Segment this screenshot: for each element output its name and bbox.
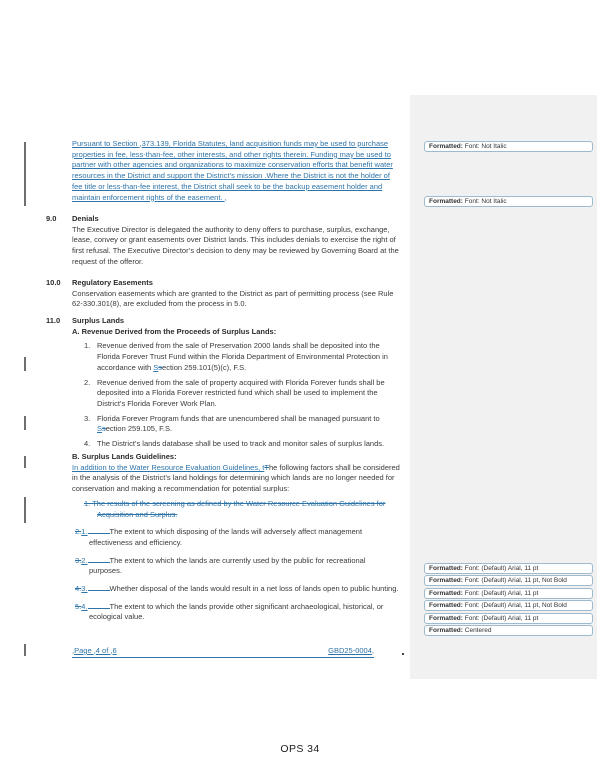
callout-text: Font: Not Italic [462, 198, 507, 205]
callout-label: Formatted: [429, 198, 463, 205]
inserted-text: GBD25-0004 [328, 646, 372, 655]
inserted-list-number: 4. [81, 601, 88, 611]
section-body [72, 289, 400, 310]
section [46, 214, 400, 268]
revision-mark: , [224, 192, 227, 202]
inserted-text: Pursuant to Section [72, 139, 140, 148]
inserted-text: 373.139, Florida Statutes, land acquisition funds may be used to purchase properties in fee, less-than-fee, other interests, and other rights therein. Funding may be used to partner with other agencies and organizations to maximize conservation efforts that benefit water resources in the District and support the District’s mission .Where the District is not the holder of fee title or less-than-fee interest, the District shall seek to be the backup easement holder and maintain enforcement rights of the easement. [72, 139, 393, 202]
underlined-tab [88, 554, 110, 563]
body-text: Conservation easements which are granted to the District as part of permitting process (see Rule 62-330.301(8), are excluded from the process in 5.0. [72, 288, 394, 309]
callout-text: Centered [462, 627, 492, 634]
list-item-text [97, 414, 400, 435]
callout-label: Formatted: [429, 143, 463, 150]
underlined-tab [88, 525, 110, 534]
inserted-paragraph [46, 139, 400, 203]
callout-label: Formatted: [429, 615, 463, 622]
formatted-change-callout[interactable] [424, 588, 593, 599]
body-text: Whether disposal of the lands would result in a net loss of lands open to public hunting. [109, 584, 399, 594]
anchor-dot [402, 653, 404, 655]
section-heading: Regulatory Easements [72, 278, 153, 287]
callout-text: Font: (Default) Arial, 11 pt [462, 615, 539, 622]
callout-text: Font: (Default) Arial, 11 pt [462, 590, 539, 597]
inserted-text: 6 [112, 646, 117, 655]
body-text: he following factors shall be considered in the analysis of the District’s land holdings for determining which lands are no longer needed for conservation and making a recommendation for potential surplus: [72, 462, 400, 494]
callout-label: Formatted: [429, 602, 463, 609]
list-number: 3. [84, 413, 91, 423]
revision-mark: , [110, 646, 113, 655]
inserted-text: S [153, 362, 159, 372]
body-text: The District’s lands database shall be used to track and monitor sales of surplus lands. [97, 439, 385, 449]
callout-label: Formatted: [429, 565, 463, 572]
formatted-change-callout[interactable] [424, 141, 593, 152]
body-text: Revenue derived from the sale of Preservation 2000 lands shall be deposited into the Florida Forever Trust Fund within the Florida Department of Environmental Protection in accordance with [97, 341, 388, 372]
deleted-list-number: 4. [75, 584, 82, 594]
deleted-list-number: 2. [75, 527, 82, 537]
body-text: The Executive Director is delegated the authority to deny offers to purchase, surplus, exchange, lease, convey or grant easements over District lands. This includes denials to exercise the right of first refusal. The Executive Director’s decision to deny may be reviewed by Governing Board at the request of the offeror. [72, 224, 399, 266]
body-text: The extent to which disposing of the lands will adversely affect management effectiveness and efficiency. [89, 527, 363, 547]
formatted-change-callout[interactable] [424, 600, 593, 611]
inserted-list-number: 3. [81, 584, 88, 594]
list-item [84, 439, 400, 450]
list-item [84, 341, 400, 373]
underlined-tab [88, 582, 110, 591]
document-number-field [328, 646, 374, 656]
callout-text: Font: (Default) Arial, 11 pt [462, 565, 539, 572]
renumbered-list-item [75, 554, 400, 577]
changed-line-bar [24, 456, 26, 468]
changed-line-bar [24, 142, 26, 206]
formatted-change-callout[interactable] [424, 196, 593, 207]
changed-line-bar [24, 416, 26, 430]
list-item-text [97, 341, 400, 373]
body-text: ection 259.101(5)(c), F.S. [162, 362, 247, 372]
list-item [84, 378, 400, 410]
callout-text: Font: (Default) Arial, 11 pt, Not Bold [462, 602, 567, 609]
changed-line-bar [24, 644, 26, 656]
underlined-tab [88, 600, 110, 609]
callout-label: Formatted: [429, 590, 463, 597]
deleted-text: 1. The results of the screening as defined by the Water Resource Evaluation Guidelines for Acquisition and Surplus. [84, 498, 386, 519]
deleted-text: s [158, 362, 163, 372]
deleted-list-item [84, 499, 400, 520]
inserted-text: In addition to the Water Resource Evaluation Guidelines, t [72, 462, 265, 472]
body-text: ection 259.105, F.S. [105, 424, 173, 434]
section-heading: Surplus Lands [72, 316, 125, 325]
section-number: 11.0 [46, 316, 61, 325]
section-body [72, 225, 400, 268]
changed-line-bar [24, 497, 26, 523]
section [46, 278, 400, 310]
section-number: 10.0 [46, 278, 61, 287]
revision-mark: , [72, 646, 75, 655]
page-caption: OPS 34 [280, 743, 320, 755]
section-heading: Denials [72, 214, 99, 223]
changed-line-bar [24, 357, 26, 371]
revision-pane [410, 95, 597, 679]
list-item-text [97, 439, 400, 450]
callout-text: Font: Not Italic [462, 143, 507, 150]
renumbered-list-item [75, 600, 400, 623]
formatted-change-callout[interactable] [424, 625, 593, 636]
subsection-heading: A. Revenue Derived from the Proceeds of Surplus Lands: [72, 326, 277, 336]
callout-label: Formatted: [429, 577, 463, 584]
revision-mark: , [93, 646, 96, 655]
body-text: The extent to which the lands provide other significant archaeological, historical, or ecological value. [89, 601, 384, 622]
revision-mark: , [371, 646, 374, 655]
inserted-text: Page [74, 646, 94, 655]
inserted-list-number: 2. [81, 555, 88, 565]
revision-mark: , [139, 139, 142, 148]
inserted-list-number: 1. [81, 527, 88, 537]
subsection-heading: B. Surplus Lands Guidelines: [72, 452, 177, 461]
renumbered-list-item [75, 525, 400, 548]
callout-label: Formatted: [429, 627, 463, 634]
inserted-text: 4 of [95, 646, 111, 655]
list-number: 4. [84, 439, 91, 449]
formatted-change-callout[interactable] [424, 575, 593, 586]
renumbered-list-item [75, 582, 400, 595]
list-number: 2. [84, 377, 91, 387]
deleted-text: T [264, 462, 269, 472]
list-item-text [97, 378, 400, 410]
list-item [84, 414, 400, 435]
section-number: 9.0 [46, 214, 57, 223]
deleted-list-number: 3. [75, 555, 82, 565]
guidelines-intro [72, 463, 400, 495]
body-text: Revenue derived from the sale of property acquired with Florida Forever funds shall be deposited into a Florida Forever restricted fund which shall be used to implement the District’s Florida Forever Work Plan. [97, 377, 385, 408]
section [46, 316, 400, 450]
body-text: Florida Forever Program funds that are unencumbered shall be managed pursuant to [97, 413, 380, 423]
formatted-change-callout[interactable] [424, 613, 593, 624]
page-footer [72, 646, 374, 658]
list-number: 1. [84, 341, 91, 351]
body-text: The extent to which the lands are currently used by the public for recreational purposes. [89, 555, 366, 576]
page-number-field [72, 646, 117, 656]
deleted-text: s [102, 424, 106, 434]
inserted-text: S [97, 424, 103, 434]
deleted-list-number: 5. [75, 601, 82, 611]
guidelines-section [46, 452, 400, 623]
formatted-change-callout[interactable] [424, 563, 593, 574]
callout-text: Font: (Default) Arial, 11 pt, Not Bold [462, 577, 567, 584]
